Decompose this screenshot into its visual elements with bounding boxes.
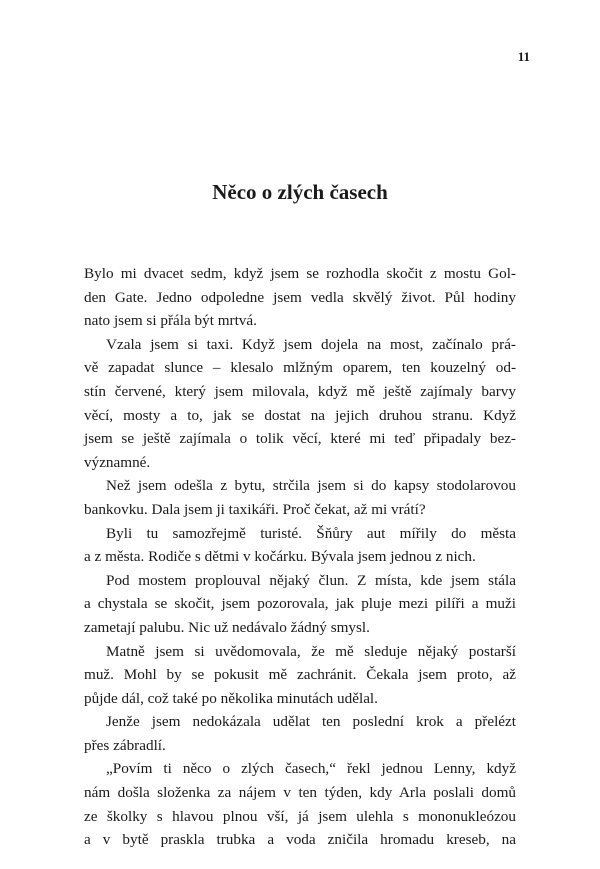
text-line: Pod mostem proplouval nějaký člun. Z místa, kde jsem stála	[106, 571, 516, 589]
text-line: nám došla složenka za nájem v ten týden, kdy Arla poslali domů	[84, 784, 516, 802]
text-line: stín červené, který jsem milovala, když mě ještě zajímaly barvy	[84, 382, 516, 400]
text-line: a chystala se skočit, jsem pozorovala, jak pluje mezi pilíři a muži	[84, 595, 516, 613]
text-line: a z města. Rodiče s dětmi v kočárku. Bývala jsem jednou z nich.	[84, 548, 476, 566]
text-line: Než jsem odešla z bytu, strčila jsem si do kapsy stodolarovou	[106, 477, 516, 495]
body-text	[84, 262, 516, 852]
text-line: nato jsem si přála být mrtvá.	[84, 312, 257, 330]
text-line: den Gate. Jedno odpoledne jsem vedla skvělý život. Půl hodiny	[84, 288, 516, 306]
text-line: Jenže jsem nedokázala udělat ten poslední krok a přelézt	[106, 713, 516, 731]
text-line: Byli tu samozřejmě turisté. Šňůry aut mířily do města	[106, 524, 516, 542]
chapter-title: Něco o zlých časech	[212, 180, 388, 204]
text-line: Bylo mi dvacet sedm, když jsem se rozhodla skočit z mostu Gol-	[84, 265, 516, 282]
text-line: ze školky s hlavou plnou vší, já jsem ulehla s mononukleózou	[84, 807, 516, 825]
page-number: 11	[517, 49, 530, 64]
text-line: vě zapadat slunce – klesalo mlžným oparem, ten kouzelný od-	[84, 359, 516, 377]
text-line: významné.	[84, 453, 151, 471]
text-line: a v bytě praskla trubka a voda zničila hromadu kreseb, na	[84, 831, 516, 849]
text-line: Matně jsem si uvědomovala, že mě sleduje nějaký postarší	[106, 642, 516, 660]
text-line: zametají palubu. Nic už nedávalo žádný smysl.	[84, 618, 370, 636]
text-line: věcí, mosty a to, jak se dostat na jejich druhou stranu. Když	[84, 406, 516, 424]
text-line: jsem se ještě zajímala o tolik věcí, které mi teď připadaly bez-	[84, 430, 516, 448]
text-line: Vzala jsem si taxi. Když jsem dojela na most, začínalo prá-	[106, 335, 516, 353]
text-line: muž. Mohl by se pokusit mě zachránit. Čekala jsem proto, až	[84, 666, 516, 684]
text-line: přes zábradlí.	[84, 736, 166, 754]
text-line: „Povím ti něco o zlých časech,“ řekl jednou Lenny, když	[106, 760, 516, 778]
text-line: bankovku. Dala jsem ji taxikáři. Proč čekat, až mi vrátí?	[84, 500, 426, 518]
text-line: půjde dál, což také po několika minutách udělal.	[84, 689, 378, 707]
